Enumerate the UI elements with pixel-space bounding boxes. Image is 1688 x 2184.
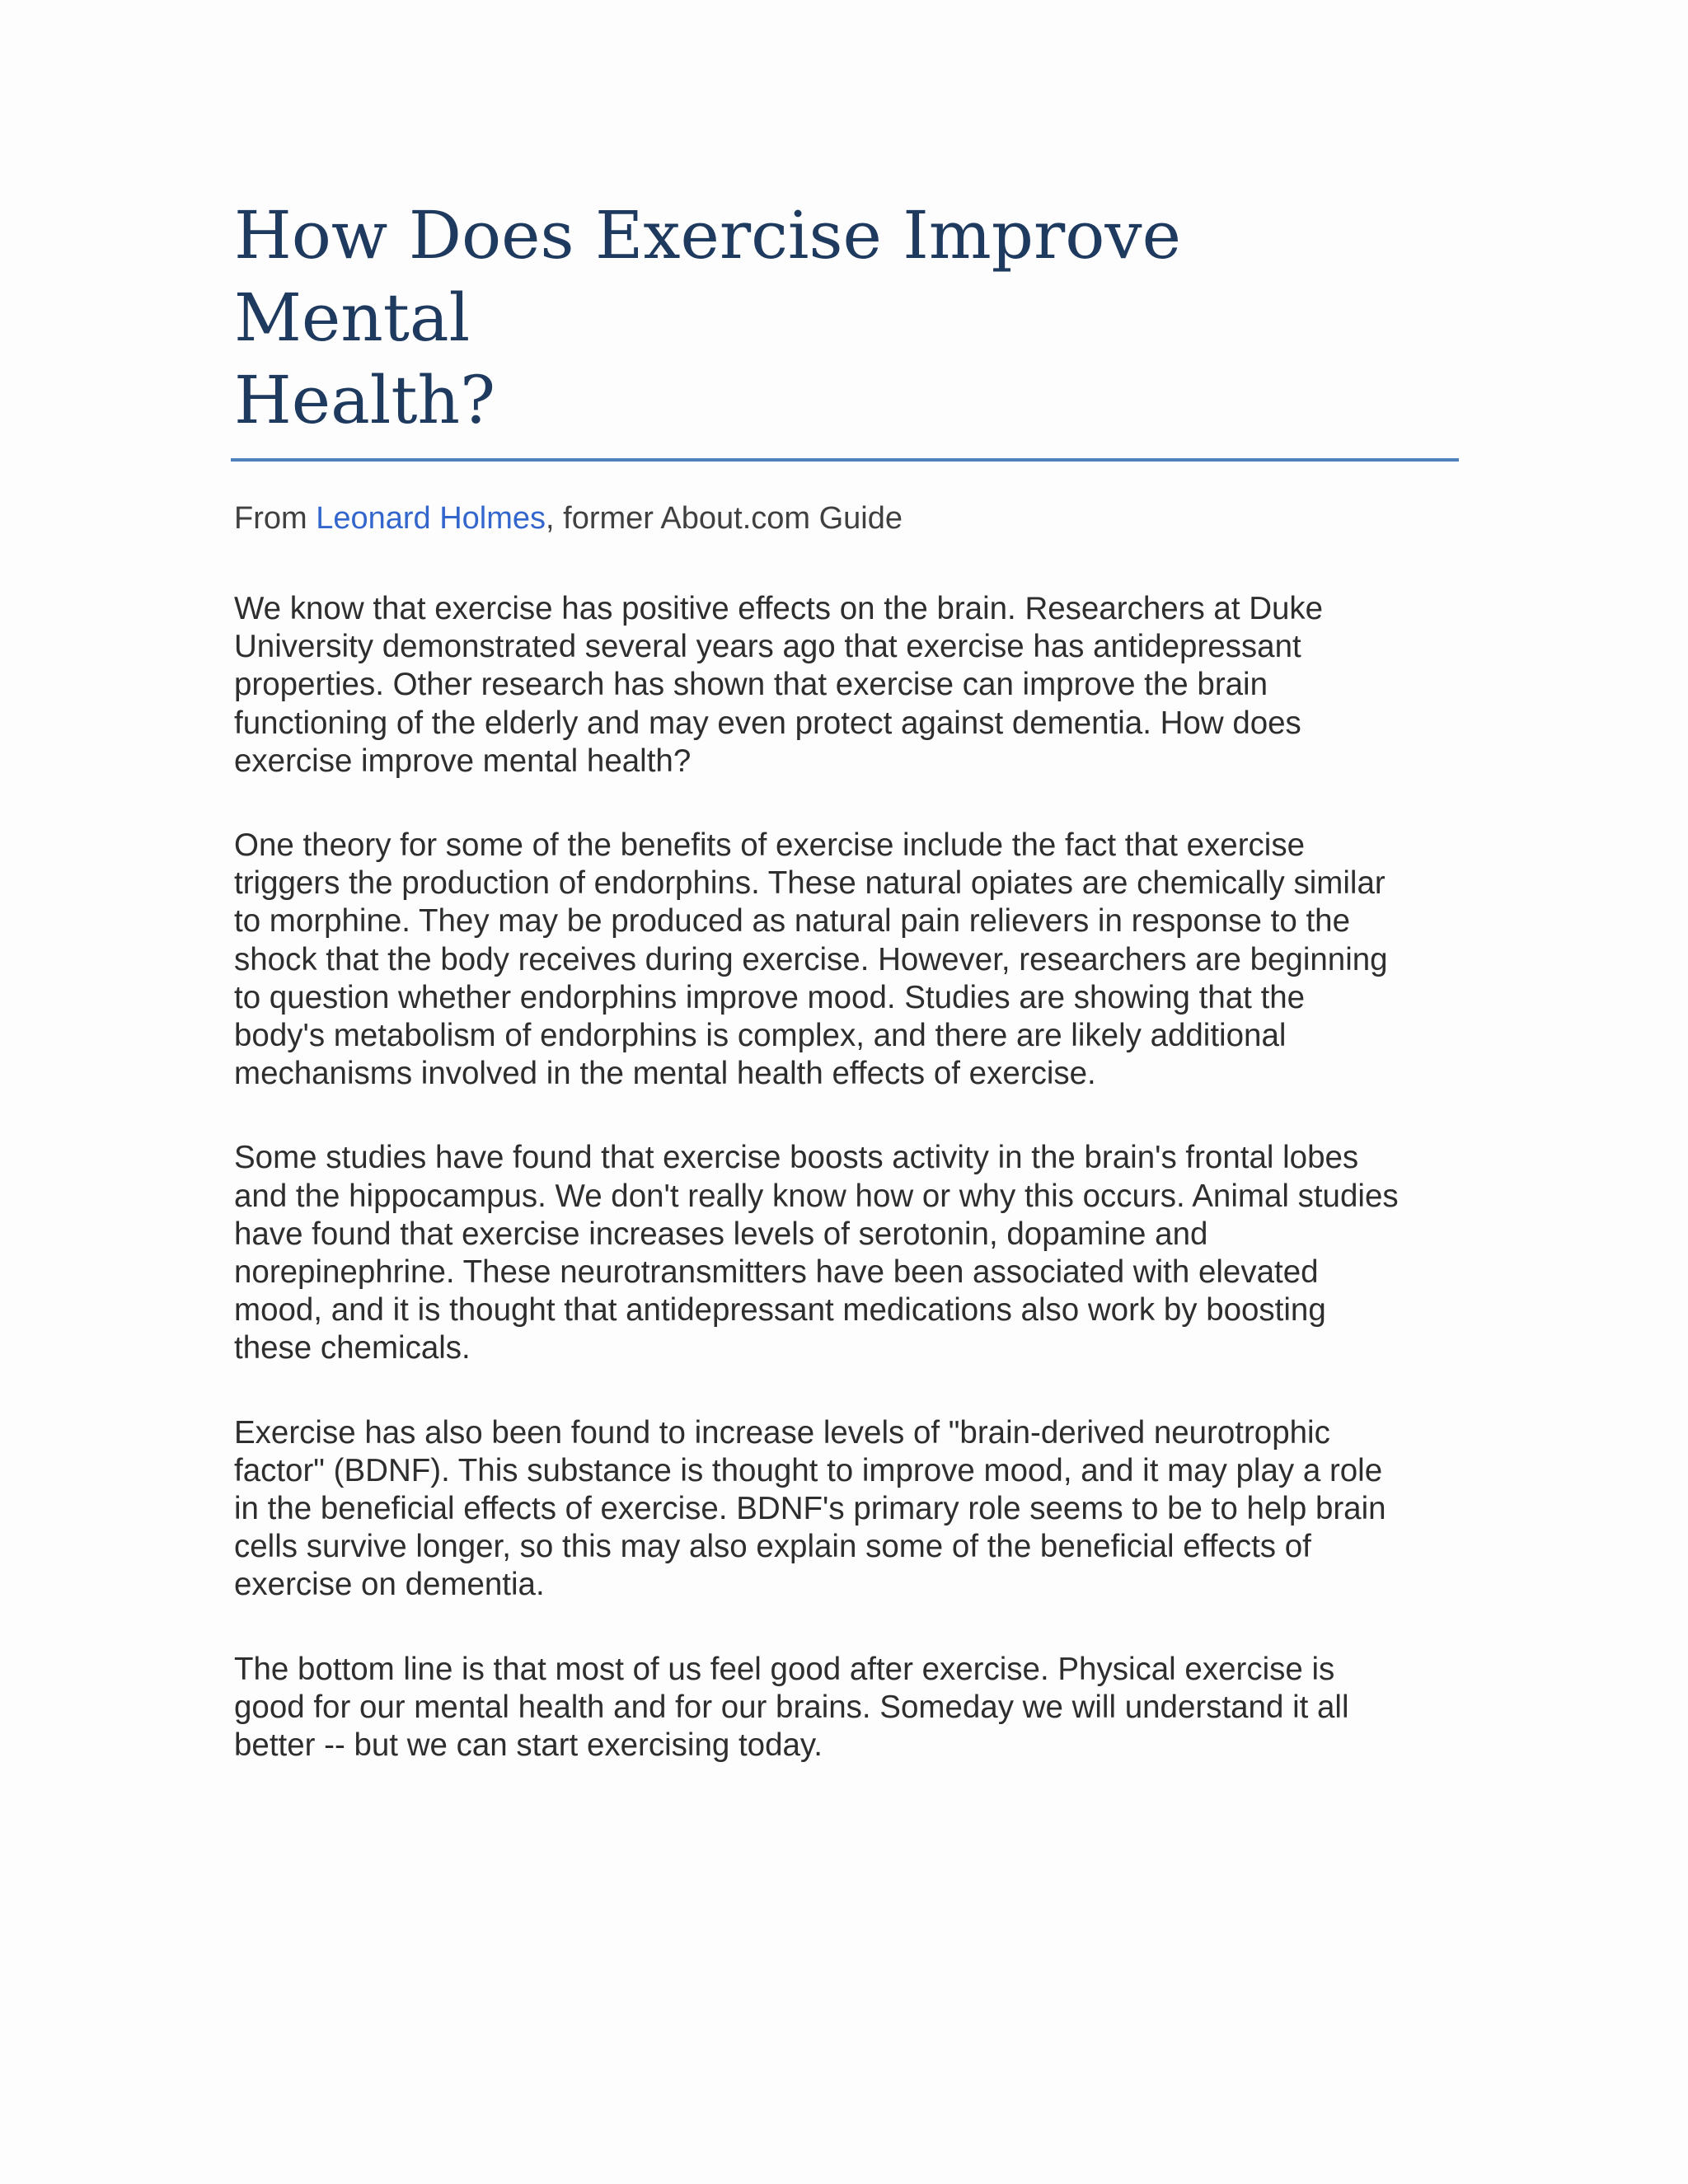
paragraph-line: exercise improve mental health? — [234, 743, 692, 779]
paragraph-line: have found that exercise increases levels of serotonin, dopamine and — [234, 1216, 1208, 1252]
paragraph-line: in the beneficial effects of exercise. BDNF's primary role seems to be to help brain — [234, 1491, 1386, 1527]
paragraph — [234, 1651, 1458, 1765]
paragraph-line: cells survive longer, so this may also explain some of the beneficial effects of — [234, 1529, 1311, 1565]
paragraph-line: better -- but we can start exercising today. — [234, 1727, 823, 1764]
paragraph-line: factor" (BDNF). This substance is thought to improve mood, and it may play a role — [234, 1452, 1383, 1488]
paragraph-line: norepinephrine. These neurotransmitters have been associated with elevated — [234, 1254, 1319, 1291]
paragraph-line: One theory for some of the benefits of exercise include the fact that exercise — [234, 827, 1305, 864]
paragraph-line: to morphine. They may be produced as natural pain relievers in response to the — [234, 903, 1350, 940]
article-title-line: Health? — [234, 362, 495, 438]
paragraph-line: these chemicals. — [234, 1330, 471, 1366]
paragraph-line: and the hippocampus. We don't really know how or why this occurs. Animal studies — [234, 1178, 1399, 1214]
paragraph-line: shock that the body receives during exercise. However, researchers are beginning — [234, 941, 1388, 977]
article — [234, 194, 1462, 1765]
title-underline-rule — [231, 458, 1459, 462]
article-title — [234, 194, 1437, 442]
paragraph-line: mechanisms involved in the mental health effects of exercise. — [234, 1056, 1096, 1092]
byline-suffix: , former About.com Guide — [546, 501, 903, 536]
author-link[interactable]: Leonard Holmes — [316, 501, 546, 536]
paragraph-line: triggers the production of endorphins. These natural opiates are chemically similar — [234, 865, 1386, 902]
paragraph-line: University demonstrated several years ago that exercise has antidepressant — [234, 629, 1301, 665]
paragraph-line: The bottom line is that most of us feel good after exercise. Physical exercise is — [234, 1651, 1335, 1687]
paragraph-line: good for our mental health and for our brains. Someday we will understand it all — [234, 1689, 1349, 1725]
paragraph-line: We know that exercise has positive effects on the brain. Researchers at Duke — [234, 591, 1324, 626]
paragraph — [234, 1139, 1458, 1367]
byline — [234, 499, 1462, 537]
paragraph — [234, 590, 1458, 780]
paragraph-line: functioning of the elderly and may even protect against dementia. How does — [234, 705, 1301, 741]
byline-prefix: From — [234, 501, 316, 536]
paragraph-line: Exercise has also been found to increase levels of "brain-derived neurotrophic — [234, 1414, 1330, 1451]
paragraph-line: properties. Other research has shown that exercise can improve the brain — [234, 667, 1268, 703]
paragraph-line: body's metabolism of endorphins is complex, and there are likely additional — [234, 1018, 1287, 1054]
paragraph-line: to question whether endorphins improve mood. Studies are showing that the — [234, 979, 1306, 1015]
paragraph-line: exercise on dementia. — [234, 1567, 545, 1603]
article-title-line: How Does Exercise Improve Mental — [234, 197, 1181, 356]
paragraph — [234, 827, 1458, 1093]
paragraph-line: Some studies have found that exercise boosts activity in the brain's frontal lobes — [234, 1140, 1359, 1176]
paragraph-line: mood, and it is thought that antidepressant medications also work by boosting — [234, 1292, 1326, 1329]
paragraph — [234, 1414, 1458, 1605]
